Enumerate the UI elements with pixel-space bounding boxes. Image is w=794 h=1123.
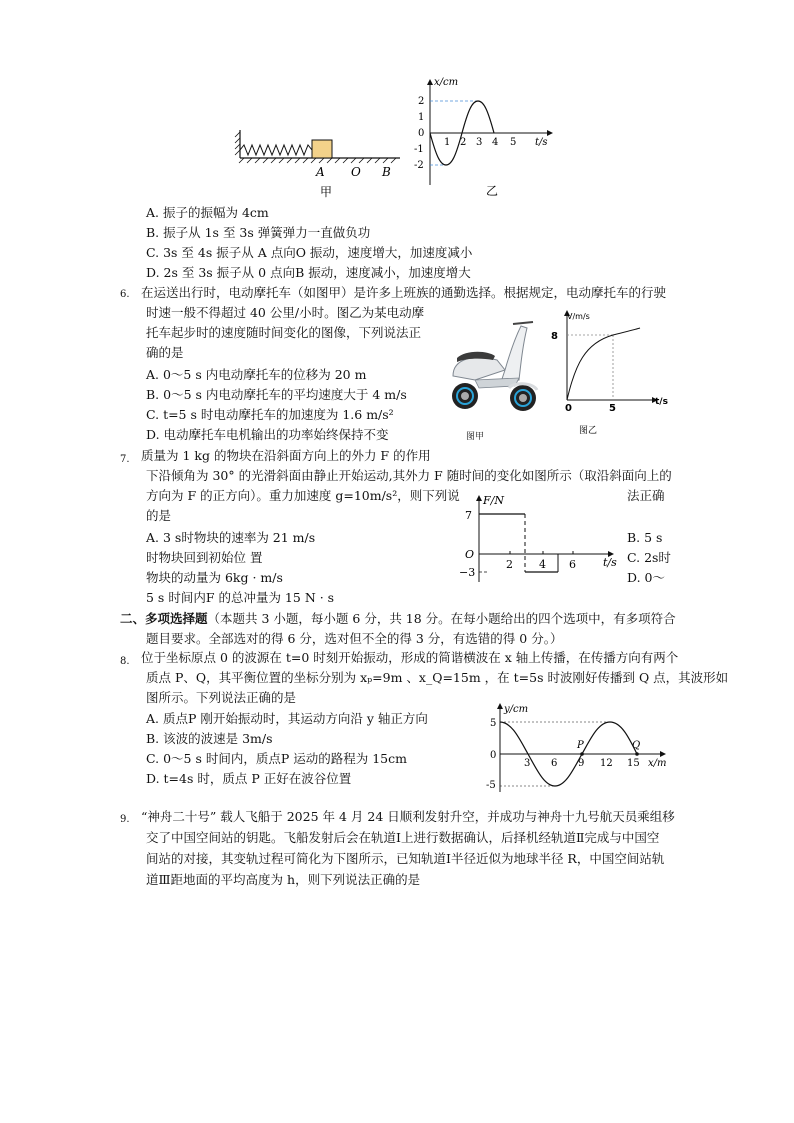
q7-option-cont: 5 s 时间内F 的总冲量为 15 N · s xyxy=(146,590,335,605)
q8-option-b: B. 该波的波速是 3m/s xyxy=(146,731,273,746)
vt-curve xyxy=(567,328,640,400)
q5-option-b: B. 振子从 1s 至 3s 弹簧弹力一直做负功 xyxy=(146,225,371,240)
q8-stem: 位于坐标原点 0 的波源在 t=0 时刻开始振动，形成的简谐横波在 x 轴上传播，在传播方向有两个 xyxy=(141,650,679,665)
vt-graph xyxy=(545,305,675,440)
caption-tujia: 图甲 xyxy=(466,432,485,442)
wave-x-label: x/m xyxy=(648,758,667,769)
ft-ytick: −3 xyxy=(459,566,476,579)
spring-oscillator-drawing xyxy=(230,130,410,200)
label-A: A xyxy=(316,165,325,179)
q9-stem: 间站的对接，其变轨过程可简化为下图所示，已知轨道Ⅰ半径近似为地球半径 R，中国空间站轨 xyxy=(146,851,665,866)
q6-option-a: A. 0～5 s 内电动摩托车的位移为 20 m xyxy=(146,367,367,382)
q6-stem: 在运送出行时，电动摩托车（如图甲）是许多上班族的通勤选择。根据规定，电动摩托车的行驶 xyxy=(141,285,667,300)
q7-stem: 方向为 F 的正方向）。重力加速度 g=10m/s²，则下列说 xyxy=(146,488,460,503)
scooter-figure xyxy=(435,318,550,418)
section2-desc2: 题目要求。全部选对的得 6 分，选对但不全的得 3 分，有选错的得 0 分。） xyxy=(146,631,563,646)
xt-ytick: 1 xyxy=(418,112,425,123)
vt-xtick: 5 xyxy=(609,403,616,414)
vt-x-label: t/s xyxy=(655,397,668,407)
xt-ytick: -1 xyxy=(414,144,424,155)
ft-y-label: F/N xyxy=(483,494,504,507)
q7-number: 7. xyxy=(120,454,130,465)
label-jia: 甲 xyxy=(320,185,333,199)
q7-stem: 下沿倾角为 30° 的光滑斜面由静止开始运动,其外力 F 随时间的变化如图所示（取沿斜面向上的 xyxy=(146,468,672,483)
section2-heading: 二、多项选择题 xyxy=(120,611,208,626)
xt-graph xyxy=(410,75,560,200)
xt-xtick: 1 xyxy=(444,137,451,148)
q8-option-d: D. t=4s 时，质点 P 正好在波谷位置 xyxy=(146,771,352,786)
xt-x-label: t/s xyxy=(535,137,548,148)
q7-stem: 质量为 1 kg 的物块在沿斜面方向上的外力 F 的作用 xyxy=(141,448,431,463)
q8-stem: 质点 P、Q，其平衡位置的坐标分别为 xₚ=9m 、x_Q=15m ，在 t=5s 时波刚好传播到 Q 点，其波形如 xyxy=(146,670,729,685)
q9-stem: “神舟二十号” 载人飞船于 2025 年 4 月 24 日顺利发射升空，并成功与神舟十九号航天员乘组移 xyxy=(141,809,675,824)
scooter-drawing xyxy=(435,318,550,418)
label-O: O xyxy=(351,165,361,179)
section2-header xyxy=(120,609,676,629)
q9-stem: 道Ⅲ距地面的平均高度为 h，则下列说法正确的是 xyxy=(146,872,421,887)
ft-ytick: O xyxy=(465,548,475,561)
q7-option-a: A. 3 s时物块的速率为 21 m/s xyxy=(146,530,316,545)
ft-ytick: 7 xyxy=(465,509,472,522)
label-yi: 乙 xyxy=(486,184,499,198)
wave-graph-svg xyxy=(480,700,680,795)
wave-ytick: 0 xyxy=(490,750,497,761)
q6-stem: 确的是 xyxy=(146,345,184,360)
q8-number: 8. xyxy=(120,656,130,667)
xt-ytick: 2 xyxy=(418,96,425,107)
wave-xtick: 9 xyxy=(578,758,585,769)
q7-stem: 的是 xyxy=(146,508,172,523)
wave-xtick: 3 xyxy=(524,758,531,769)
wave-ytick: -5 xyxy=(486,780,496,791)
xt-ytick: 0 xyxy=(418,128,425,139)
q8-stem: 图所示。下列说法正确的是 xyxy=(146,690,297,705)
q7-option-b: B. 5 s xyxy=(627,530,663,545)
wave-xtick: 6 xyxy=(551,758,558,769)
caption-tuyi: 图乙 xyxy=(579,426,598,436)
q5-option-d: D. 2s 至 3s 振子从 0 点向B 振动，速度减小，加速度增大 xyxy=(146,265,471,280)
vt-graph-svg xyxy=(545,305,675,440)
xt-xtick: 3 xyxy=(476,137,483,148)
xt-ytick: -2 xyxy=(414,160,424,171)
q9-stem: 交了中国空间站的钥匙。飞船发射后会在轨道Ⅰ上进行数据确认，后择机经轨道Ⅱ完成与中国空 xyxy=(146,830,660,845)
ft-graph-svg xyxy=(455,492,620,587)
ft-xtick: 4 xyxy=(539,558,546,571)
q6-number: 6. xyxy=(120,289,130,300)
xt-graph-svg xyxy=(410,75,560,200)
ft-xtick: 6 xyxy=(569,558,576,571)
q7-stem-tail: 法正确 xyxy=(627,488,665,503)
ft-graph xyxy=(455,492,620,587)
q6-stem: 托车起步时的速度随时间变化的图像，下列说法正 xyxy=(146,325,422,340)
wave-graph xyxy=(480,700,680,795)
ft-xtick: 2 xyxy=(506,558,513,571)
xt-y-label: x/cm xyxy=(434,77,459,88)
label-B: B xyxy=(382,165,391,179)
spring-oscillator-figure xyxy=(230,130,410,200)
wave-xtick: 15 xyxy=(627,758,640,769)
xt-xtick: 5 xyxy=(510,137,517,148)
vt-xtick: 0 xyxy=(565,403,572,414)
xt-xtick: 2 xyxy=(460,137,467,148)
q6-option-b: B. 0～5 s 内电动摩托车的平均速度大于 4 m/s xyxy=(146,387,407,402)
vt-ytick: 8 xyxy=(551,331,558,342)
spring xyxy=(240,145,312,155)
section2-desc: （本题共 3 小题，每小题 6 分，共 18 分。在每小题给出的四个选项中，有多项符合 xyxy=(207,611,676,626)
vt-y-label: V/m/s xyxy=(567,312,590,321)
point-Q: Q xyxy=(632,740,641,751)
oscillator-block xyxy=(312,140,332,158)
q7-option-cont: 时物块回到初始位 置 xyxy=(146,550,263,565)
wave-ytick: 5 xyxy=(490,718,497,729)
q8-option-c: C. 0～5 s 时间内，质点P 运动的路程为 15cm xyxy=(146,751,407,766)
q8-option-a: A. 质点P 刚开始振动时，其运动方向沿 y 轴正方向 xyxy=(146,711,428,726)
q7-option-cont: 物块的动量为 6kg · m/s xyxy=(146,570,283,585)
q6-stem: 时速一般不得超过 40 公里/小时。图乙为某电动摩 xyxy=(146,305,425,320)
q5-option-a: A. 振子的振幅为 4cm xyxy=(146,205,269,220)
wave-y-label: y/cm xyxy=(504,704,529,715)
q6-option-c: C. t=5 s 时电动摩托车的加速度为 1.6 m/s² xyxy=(146,407,394,422)
q6-option-d: D. 电动摩托车电机输出的功率始终保持不变 xyxy=(146,427,389,442)
xt-xtick: 4 xyxy=(492,137,499,148)
wave-xtick: 12 xyxy=(600,758,613,769)
q9-number: 9. xyxy=(120,814,130,825)
q5-option-c: C. 3s 至 4s 振子从 A 点向O 振动，速度增大，加速度减小 xyxy=(146,245,473,260)
q7-option-d: D. 0～ xyxy=(627,570,665,585)
point-P: P xyxy=(577,740,584,751)
q7-option-c: C. 2s时 xyxy=(627,550,671,565)
ft-x-label: t/s xyxy=(603,556,617,569)
